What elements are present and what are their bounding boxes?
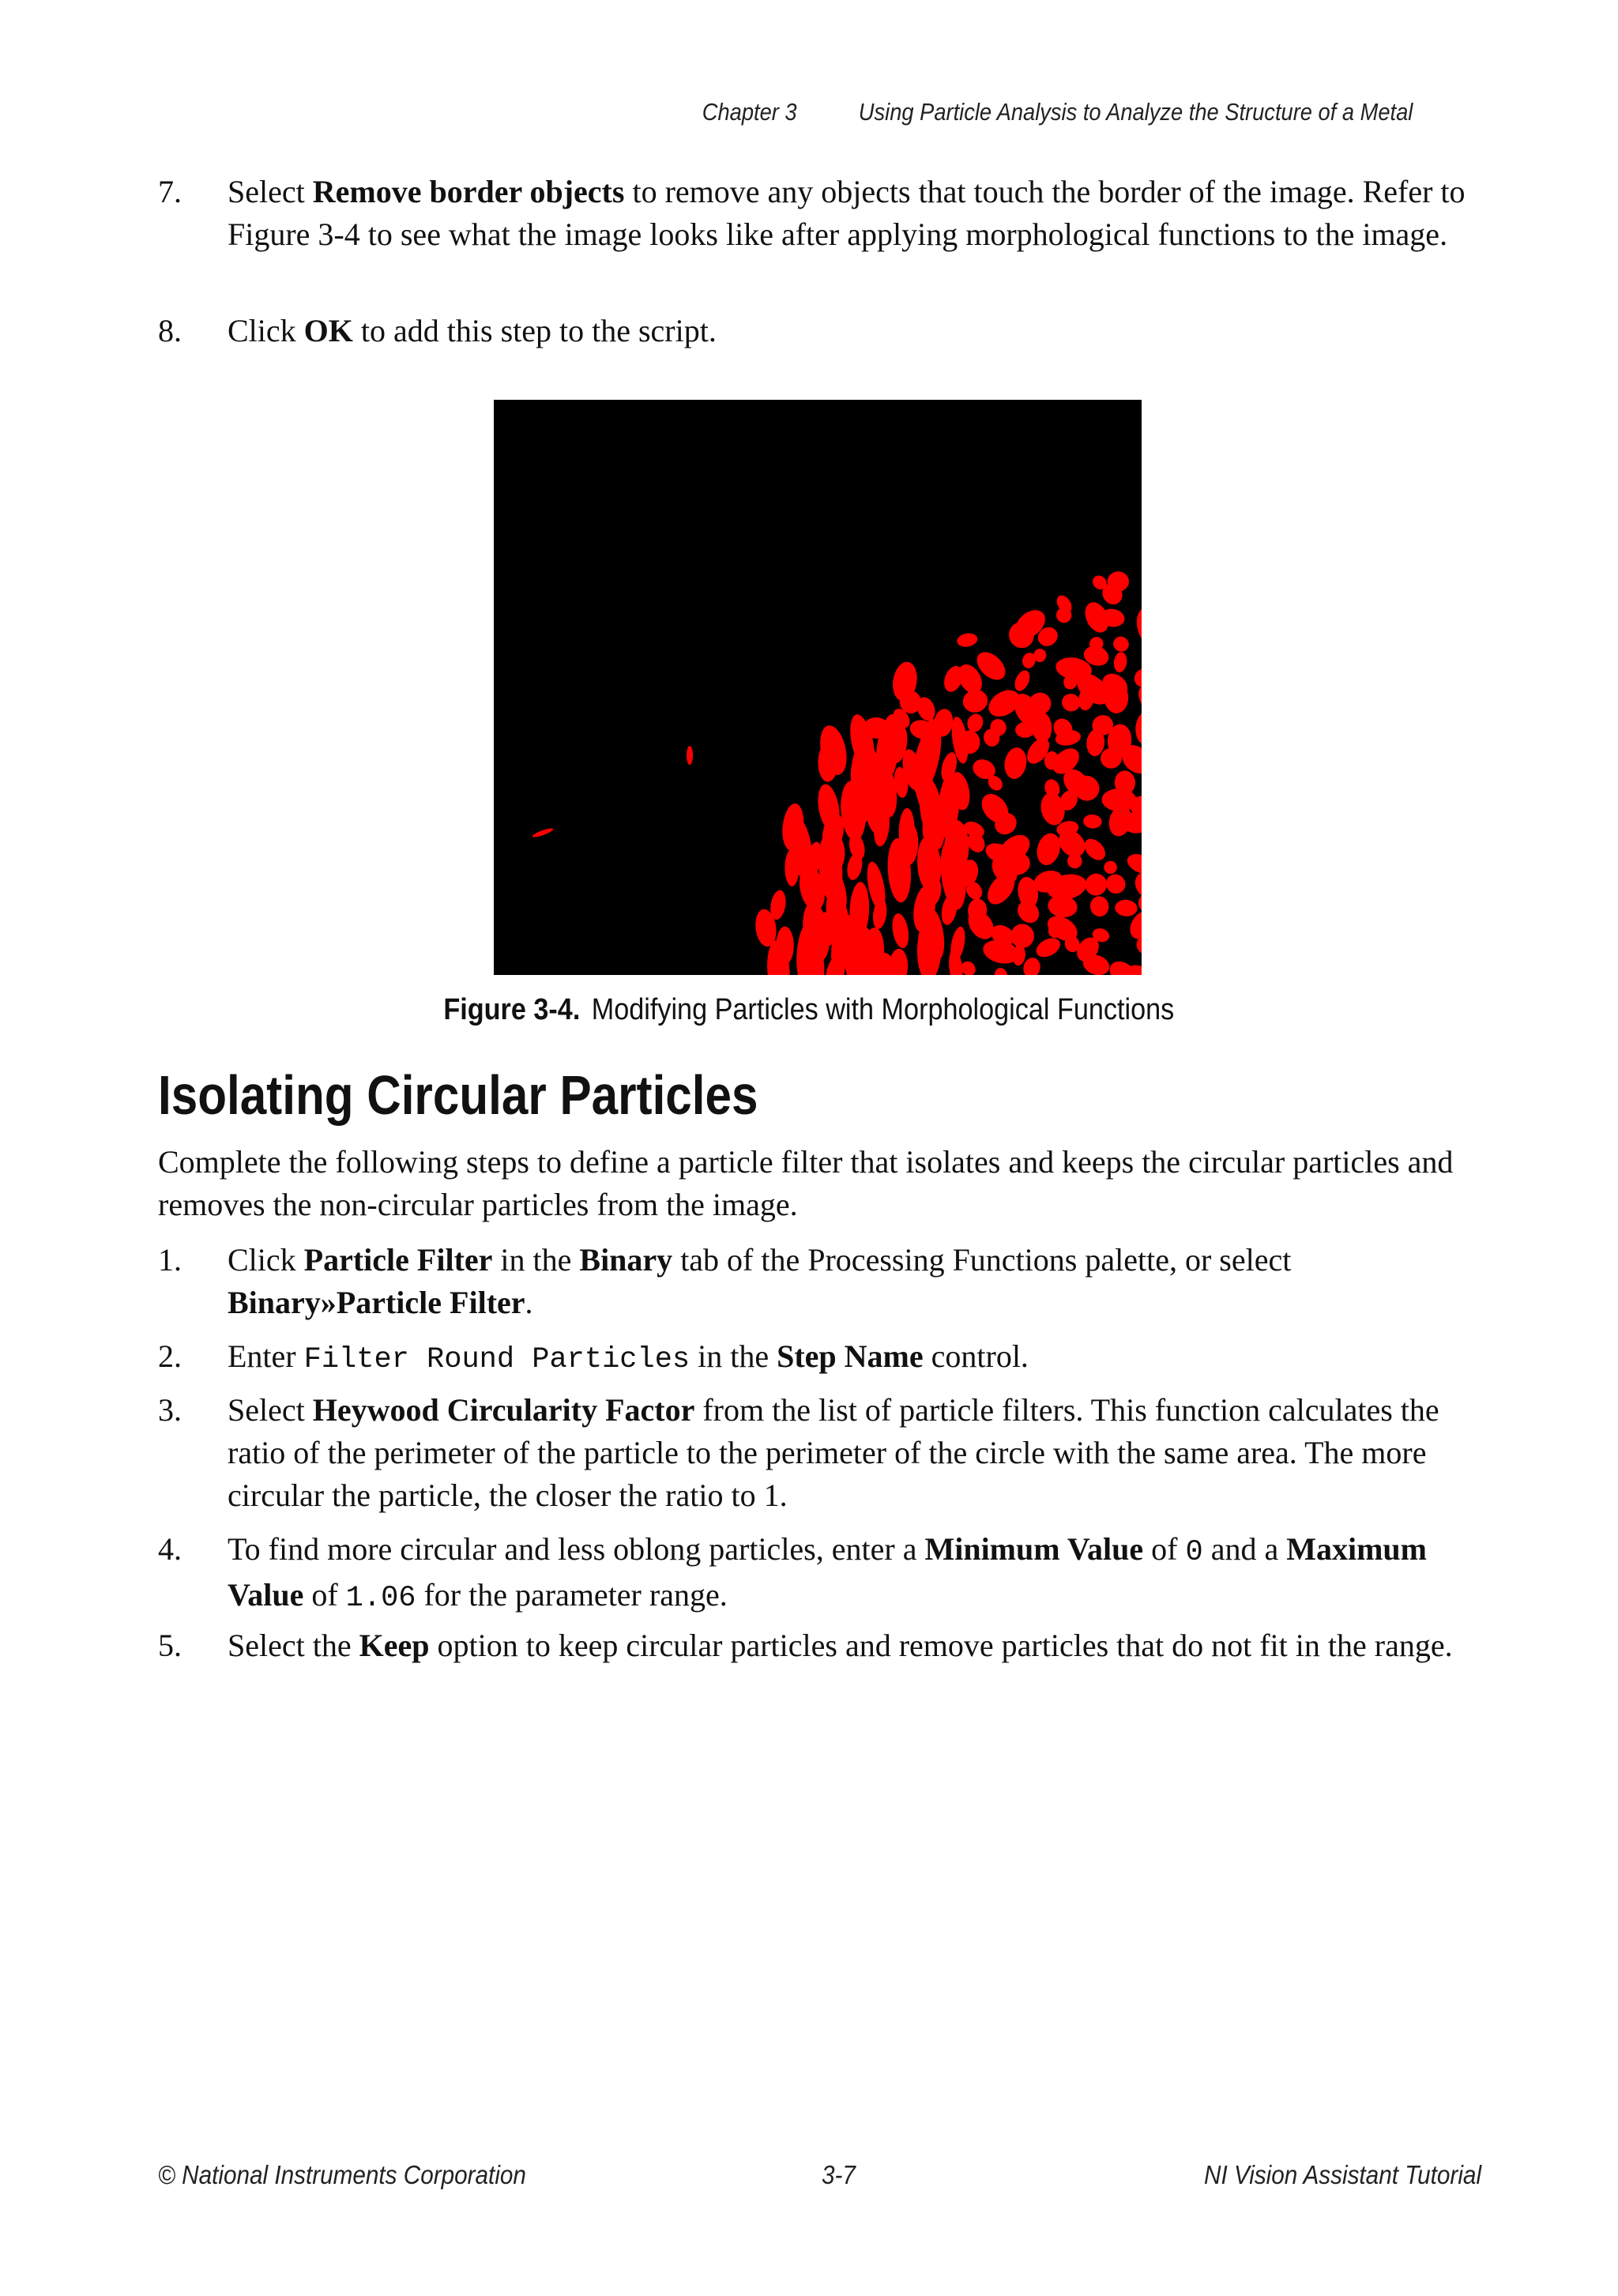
particle-37: [1134, 683, 1142, 714]
particle-48: [1134, 711, 1142, 745]
bold-term: Binary»Particle Filter: [228, 1285, 525, 1320]
text-run: tab of the Processing Functions palette, or select: [672, 1242, 1292, 1278]
step-number: 2.: [158, 1338, 182, 1374]
text-run: control.: [923, 1338, 1029, 1374]
step-text: [228, 1389, 1492, 1517]
step-number: 4.: [158, 1531, 182, 1567]
particle-8: [1134, 606, 1142, 646]
step-text: [228, 1239, 1492, 1324]
text-run: Enter: [228, 1338, 304, 1374]
figure-caption-text: Modifying Particles with Morphological Functions: [591, 993, 1175, 1026]
page-number: 3-7: [822, 2160, 856, 2189]
step-text: [228, 1528, 1492, 1620]
step-number: 1.: [158, 1242, 182, 1278]
particle-192: [687, 746, 693, 765]
particle-152: [1138, 894, 1142, 912]
list-item: [0, 1624, 1618, 1710]
step-text: [228, 1624, 1492, 1667]
particle-150: [1089, 895, 1110, 918]
chapter-label: Chapter 3: [702, 98, 797, 126]
bold-term: Remove border objects: [312, 174, 625, 209]
list-item: [0, 1389, 1618, 1517]
particle-138: [1082, 871, 1110, 898]
particle-148: [1013, 897, 1043, 928]
particle-113: [1033, 830, 1063, 868]
bold-term: Keep: [359, 1628, 430, 1663]
particle-157: [890, 912, 911, 949]
text-run: Select the: [228, 1628, 359, 1663]
text-run: in the: [690, 1338, 777, 1374]
code-text: 1.06: [345, 1582, 416, 1615]
text-run: of: [303, 1577, 346, 1613]
step-list: [0, 1239, 1618, 1721]
code-text: Filter Round Particles: [303, 1343, 690, 1376]
bold-term: OK: [303, 313, 353, 348]
intro-paragraph: Complete the following steps to define a particle filter that isolates and keeps the circular particles and removes the non-circular particles from the image.: [158, 1144, 1454, 1222]
step-number: 3.: [158, 1392, 182, 1428]
particle-27: [1131, 666, 1142, 691]
particle-139: [1102, 870, 1130, 898]
text-run: of: [1143, 1531, 1186, 1567]
particle-128: [1124, 850, 1142, 877]
list-item: [0, 171, 1618, 299]
text-run: for the parameter range.: [416, 1577, 728, 1613]
text-run: Click: [228, 313, 304, 348]
list-item: [0, 1528, 1618, 1613]
step-number: 5.: [158, 1628, 182, 1663]
text-run: from the list of particle filters. This function calculates the ratio of the perimeter of the particle to the perimeter of the circle with the same area. The more circular the particle, the closer the ratio to 1.: [228, 1392, 1439, 1513]
bold-term: Minimum Value: [924, 1531, 1144, 1567]
figure-caption: [0, 993, 1618, 1033]
particle-9: [956, 631, 979, 648]
running-header: [0, 98, 1424, 130]
list-item: [0, 1239, 1618, 1324]
particle-187: [993, 966, 1009, 975]
text-run: To find more circular and less oblong particles, enter a: [228, 1531, 925, 1567]
text-run: to remove any objects that touch the border of the image. Refer to Figure 3-4 to see what the image looks like after applying morphological functions to the image.: [228, 174, 1466, 252]
text-run: and a: [1202, 1531, 1287, 1567]
particle-23: [1012, 668, 1033, 694]
step-text: [228, 171, 1492, 256]
text-run: .: [525, 1285, 533, 1320]
section-heading: Isolating Circular Particles: [158, 1064, 758, 1126]
text-run: option to keep circular particles and remove particles that do not fit in the range.: [429, 1628, 1453, 1663]
text-run: in the: [492, 1242, 580, 1278]
text-run: Click: [228, 1242, 304, 1278]
text-run: Select: [228, 1392, 313, 1428]
text-run: Select: [228, 174, 313, 209]
particle-151: [1114, 899, 1138, 917]
chapter-title: Using Particle Analysis to Analyze the Structure of a Metal: [858, 98, 1413, 126]
particle-193: [532, 826, 554, 838]
particle-19: [1112, 651, 1127, 673]
particle-101: [1082, 814, 1102, 829]
step-number: 7.: [158, 174, 182, 209]
particle-184: [889, 948, 909, 975]
code-text: 0: [1185, 1536, 1203, 1569]
particle-116: [785, 849, 799, 886]
particle-68: [1003, 746, 1029, 781]
list-item: [0, 310, 1618, 352]
bold-term: Step Name: [777, 1338, 924, 1374]
bold-term: Heywood Circularity Factor: [312, 1392, 695, 1428]
list-item: [0, 1335, 1618, 1378]
figure-image: [494, 400, 1142, 975]
step-text: [228, 310, 1492, 352]
particle-30: [960, 687, 991, 716]
page-footer: [0, 2160, 1618, 2195]
particle-13: [1111, 634, 1132, 654]
particle-127: [1103, 860, 1119, 875]
figure-label: Figure 3-4.: [443, 993, 581, 1026]
step-text: [228, 1335, 1492, 1381]
bold-term: Particle Filter: [303, 1242, 493, 1278]
step-number: 8.: [158, 313, 182, 348]
footer-copyright: © National Instruments Corporation: [158, 2160, 526, 2189]
top-step-list: [0, 171, 1618, 363]
bold-term: Maximum Value: [228, 1531, 1427, 1613]
footer-doc-title: NI Vision Assistant Tutorial: [1203, 2160, 1481, 2189]
bold-term: Binary: [579, 1242, 673, 1278]
particle-image: [494, 400, 1142, 975]
text-run: to add this step to the script.: [352, 313, 717, 348]
